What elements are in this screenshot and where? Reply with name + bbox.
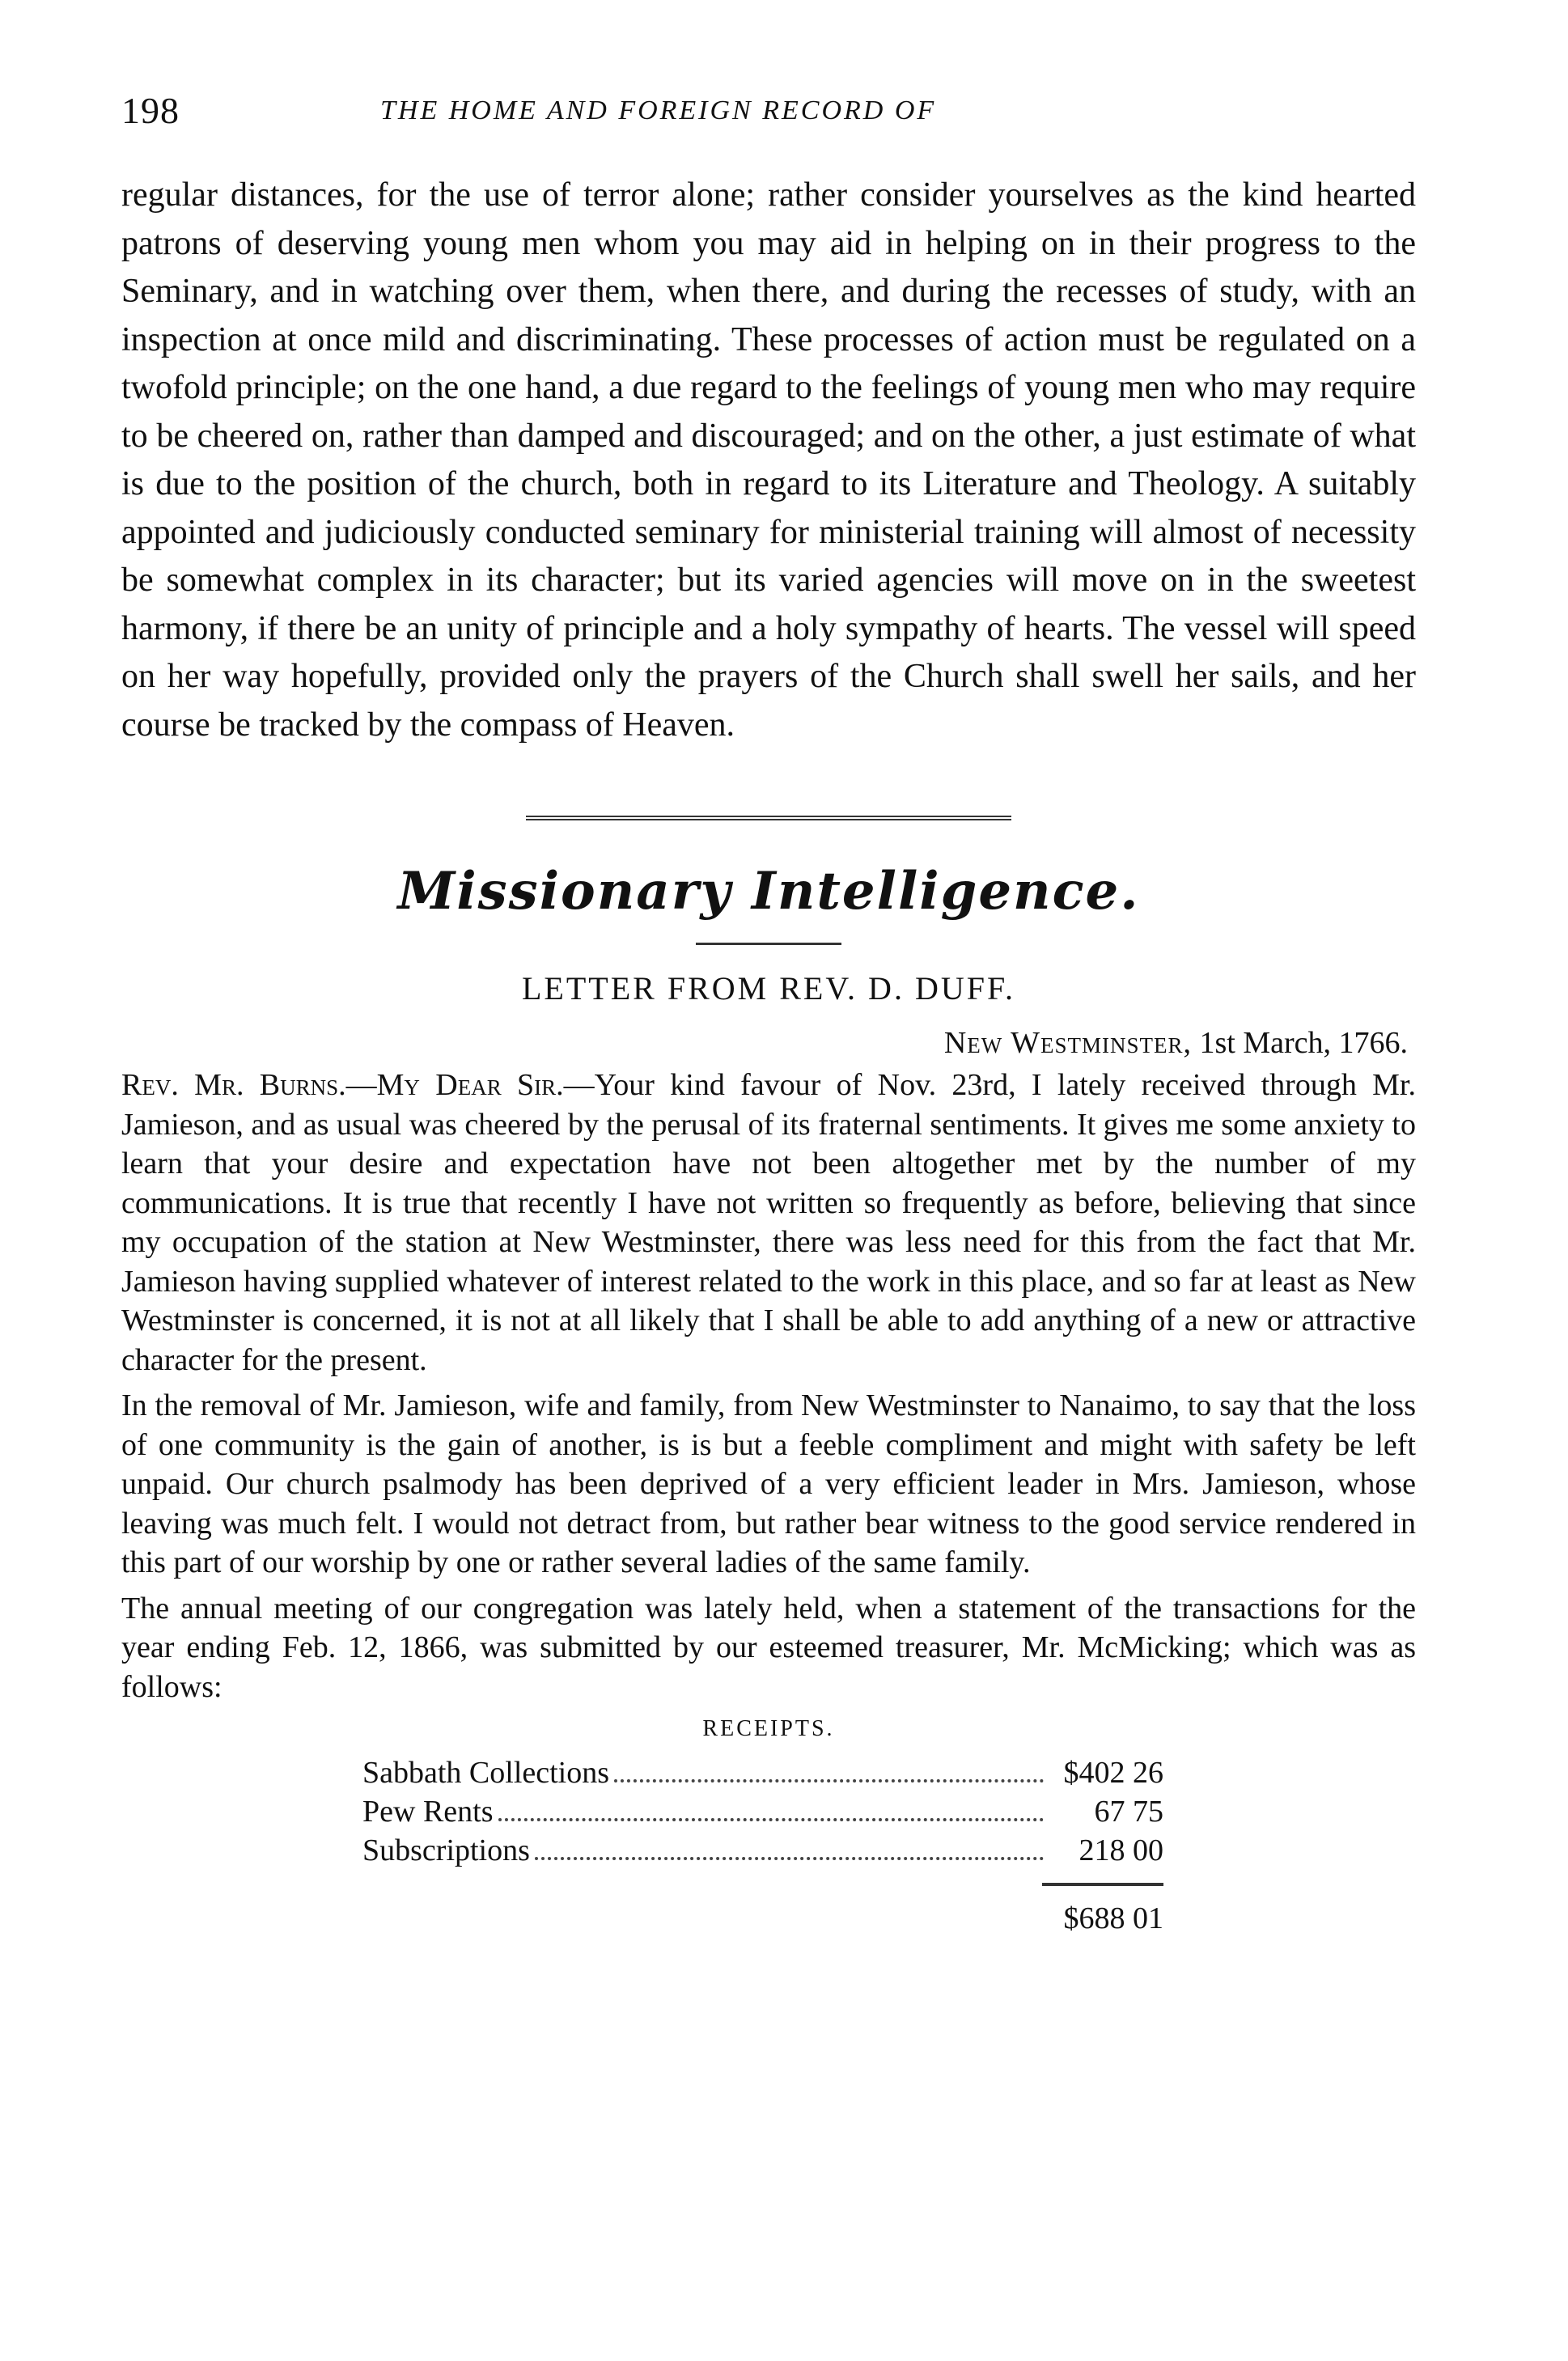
letter-dateline — [121, 1025, 1416, 1061]
receipt-label: Sabbath Collections — [362, 1756, 610, 1790]
receipt-label: Subscriptions — [362, 1833, 530, 1867]
section-title: Missionary Intelligence. — [397, 861, 1140, 922]
receipts-total: $688 01 — [1063, 1901, 1163, 1935]
document-page — [121, 89, 1416, 2322]
letter-salutation: Rev. Mr. Burns.—My Dear Sir.— — [121, 1068, 595, 1102]
receipts-table — [362, 1753, 1163, 1938]
receipt-amount: $402 26 — [1063, 1756, 1163, 1790]
title-underline — [696, 943, 841, 945]
receipt-amount: 218 00 — [1079, 1833, 1163, 1867]
receipt-row — [362, 1831, 1163, 1870]
dateline-place: New Westminster, — [943, 1026, 1192, 1060]
total-rule — [1042, 1883, 1163, 1886]
receipt-row — [362, 1792, 1163, 1831]
dot-leader — [535, 1857, 1044, 1860]
page-header — [121, 89, 1416, 154]
letter-paragraph — [121, 1066, 1416, 1380]
dateline-date: 1st March, 1766. — [1191, 1026, 1408, 1060]
page-number: 198 — [121, 90, 180, 131]
receipt-row — [362, 1753, 1163, 1792]
section-divider — [526, 816, 1011, 820]
letter-paragraph: In the removal of Mr. Jamieson, wife and family, from New Westminster to Nanaimo, to say that the loss of one community is the gain of another, is is but a feeble compliment and might with safety be left unpaid. Our church psalmody has been deprived of a very efficient leader in Mrs. Jamieson, whose leaving was much felt. I would not detract from, but rather bear witness to the good service rendered in this part of our worship by one or rather several ladies of the same family. — [121, 1388, 1416, 1579]
receipt-amount: 67 75 — [1094, 1795, 1163, 1829]
dot-leader — [614, 1779, 1044, 1782]
letter-paragraph: The annual meeting of our congregation was lately held, when a statement of the transactions for the year ending Feb. 12, 1866, was submitted by our esteemed treasurer, Mr. McMicking; which was as follows: — [121, 1591, 1416, 1704]
running-head: THE HOME AND FOREIGN RECORD OF — [380, 95, 937, 125]
letter-paragraph-1-text: Your kind favour of Nov. 23rd, I lately received through Mr. Jamieson, and as usual was cheered by the perusal of its fraternal sentiments. It gives me some anxiety to learn that your desire and expectation have not been altogether met by the number of my communications. It is true that recently I have not written so frequently as before, believing that since my occupation of the station at New Westminster, there was less need for this from the fact that Mr. Jamieson having supplied whatever of interest related to the work in this place, and so far at least as New Westminster is concerned, it is not at all likely that I shall be able to add anything of a new or attractive character for the present. — [121, 1068, 1416, 1377]
continued-article — [121, 172, 1416, 749]
dot-leader — [498, 1818, 1045, 1821]
receipts-heading: RECEIPTS. — [702, 1716, 835, 1741]
article-paragraph: regular distances, for the use of terror alone; rather consider yourselves as the kind hearted patrons of deserving young men whom you may aid in helping on in their progress to the Seminary, and in watching over them, when there, and during the recesses of study, with an inspection at once mild and discriminating. These processes of action must be regulated on a twofold principle; on the one hand, a due regard to the feelings of young men who may require to be cheered on, rather than damped and discouraged; and on the other, a just estimate of what is due to the position of the church, both in regard to its Literature and Theology. A suitably appointed and judiciously conducted seminary for ministerial training will almost of necessity be somewhat complex in its character; but its varied agencies will move on in the sweetest harmony, if there be an unity of principle and a holy sympathy of hearts. The vessel will speed on her way hopefully, provided only the prayers of the Church shall swell her sails, and her course be tracked by the compass of Heaven. — [121, 176, 1416, 744]
letter-body — [121, 1066, 1416, 1706]
receipt-label: Pew Rents — [362, 1795, 494, 1829]
letter-title: LETTER FROM REV. D. DUFF. — [521, 970, 1016, 1007]
